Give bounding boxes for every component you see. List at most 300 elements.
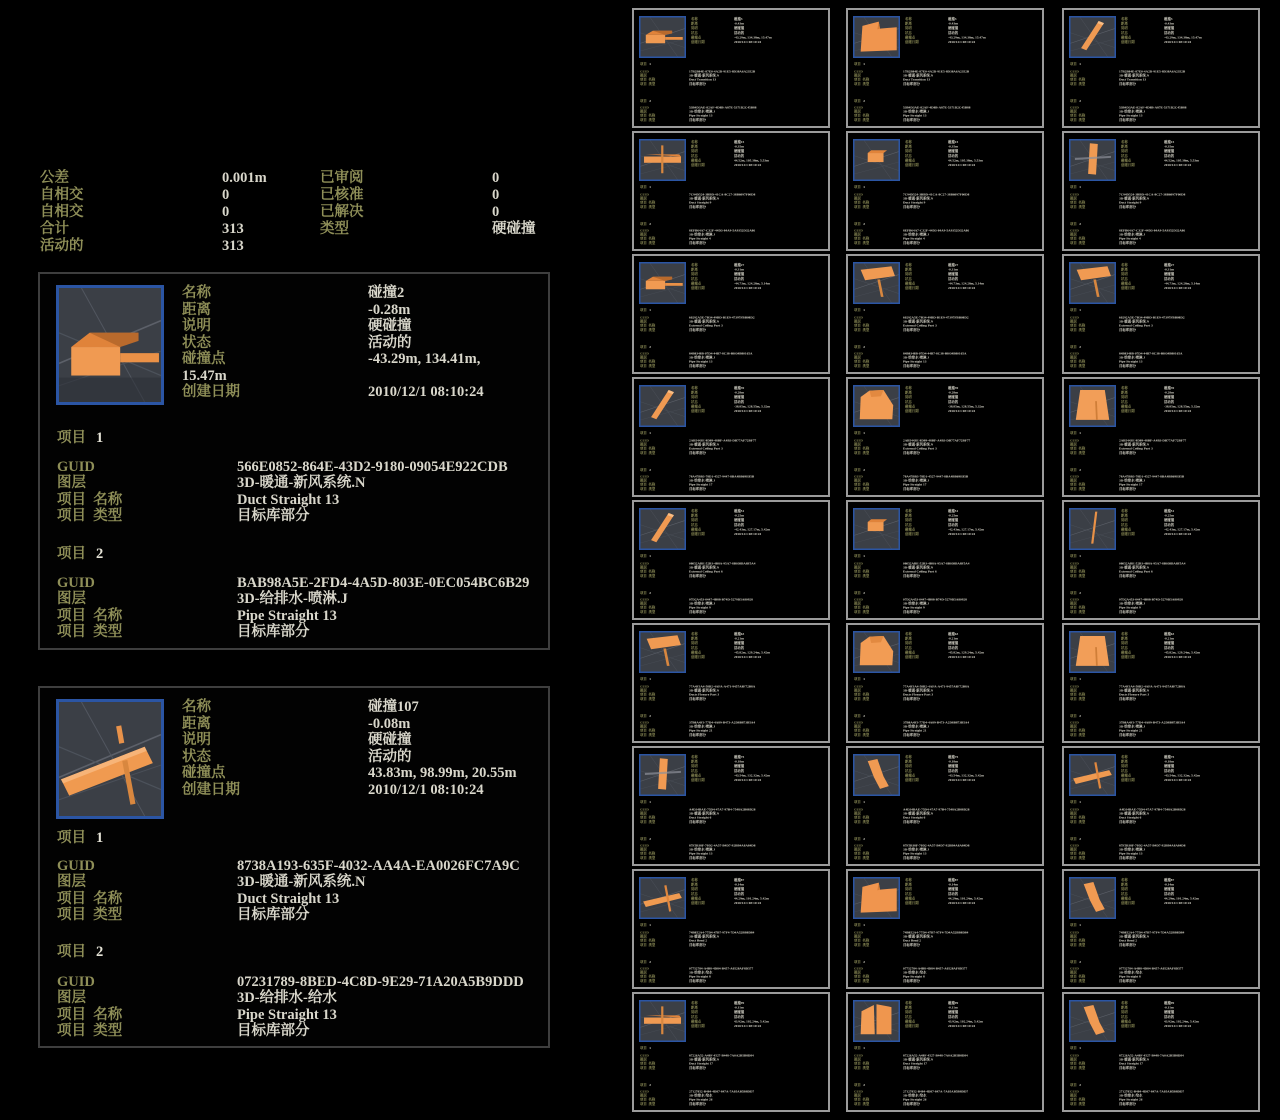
mini-fields xyxy=(905,878,1037,906)
mini-item-2-header: 项目 2 xyxy=(854,99,865,103)
mini-item-2-header: 项目 2 xyxy=(854,222,865,226)
field-row: 名称 碰撞75 xyxy=(691,755,745,759)
field-row: 项目 类型 目标库部分 xyxy=(1070,1102,1136,1106)
field-row: 项目 类型 目标库部分 xyxy=(1070,487,1136,491)
clash-grid xyxy=(632,8,1280,1116)
field-row: 状态 活动的 xyxy=(1121,154,1175,158)
mini-item-1-header: 项目 1 xyxy=(854,800,865,804)
field-row: 距离 -0.14m xyxy=(905,883,958,887)
mini-item-2-header: 项目 2 xyxy=(640,222,651,226)
guid-value: 566E0852-864E-43D2-9180-09054E922CDB xyxy=(237,459,508,475)
clash-mini-thumbnail xyxy=(853,16,900,58)
field-row: 碰撞点 43.92m, 102.24m, 5.42m xyxy=(905,1019,983,1024)
field-row: GUID 74B852A4-77D4-47B7-97F4-7D4A52BB8D84 xyxy=(1070,931,1185,935)
item-name-label: 项目 名称 xyxy=(57,1006,123,1023)
field-row: 项目 类型 目标库部分 xyxy=(1070,364,1136,368)
mini-fields xyxy=(691,878,823,906)
mini-item-2-details xyxy=(640,844,826,860)
field-row: 图层 3D-给排水-喷淋.J xyxy=(1070,848,1145,852)
field-row: 创建日期 2010/12/1 08:10:24 xyxy=(905,409,976,414)
field-row: 距离 -0.18m xyxy=(691,760,744,764)
field-row: 图层 3D-给排水-喷淋.J xyxy=(640,602,715,606)
field-row: 距离 -0.25m xyxy=(691,514,744,518)
clash-description: 硬碰撞 xyxy=(368,732,412,748)
clash-mini-thumbnail xyxy=(853,631,900,673)
field-row: 状态 活动的 xyxy=(691,892,745,896)
field-row: 名称 碰撞3 xyxy=(691,17,743,21)
field-row: 图层 3D-给排水-喷淋.J xyxy=(854,479,929,483)
field-row: 碰撞点 -44.73m, 124.28m, 5.14m xyxy=(905,281,984,286)
field-row: 距离 -0.25m xyxy=(1121,514,1174,518)
mini-item-2-details xyxy=(1070,229,1256,245)
field-row: 项目 名称 External Ceiling Part 3 xyxy=(1070,324,1153,328)
field-row: 碰撞点 44.52m, 105.38m, 5.53m xyxy=(691,158,769,163)
clash-mini-card[interactable] xyxy=(632,992,830,1112)
field-row: 项目 名称 External Ceiling Part 3 xyxy=(640,324,723,328)
clash-mini-card[interactable] xyxy=(1062,992,1260,1112)
field-row: 项目 类型 目标库部分 xyxy=(640,574,706,578)
field-row: 状态 活动的 xyxy=(691,31,745,35)
field-row: 说明 硬碰撞 xyxy=(691,26,745,31)
mini-fields xyxy=(905,509,1037,537)
field-row: 创建日期 2010/12/1 08:10:24 xyxy=(1121,532,1192,537)
field-row: 状态 活动的 xyxy=(905,523,959,527)
summary-value: 313 xyxy=(222,220,244,237)
field-row: 项目 名称 Pipe Straight 21 xyxy=(854,729,927,733)
clash-mini-card[interactable] xyxy=(846,377,1044,497)
mini-item-2-header: 项目 2 xyxy=(1070,591,1081,595)
field-row: 图层 3D-给排水-喷淋.J xyxy=(854,725,929,729)
field-row: 距离 -0.14m xyxy=(1121,883,1174,887)
field-row: 名称 碰撞99 xyxy=(1121,1001,1175,1005)
field-row: 图层 3D-暖通-新风系统.N xyxy=(854,443,934,447)
mini-item-2-header: 项目 2 xyxy=(854,837,865,841)
field-row: 图层 3D-暖通-新风系统.N xyxy=(640,443,720,447)
summary-value: 0 xyxy=(492,186,500,203)
field-row: 距离 -0.43m xyxy=(691,22,744,26)
field-row: 图层 3D-暖通-新风系统.N xyxy=(854,689,934,693)
field-row: 项目 名称 Pipe Straight 17 xyxy=(640,483,713,487)
field-row: 项目 类型 目标库部分 xyxy=(640,241,706,245)
field-row: 碰撞点 -43.54m, 132.32m, 5.42m xyxy=(691,773,770,778)
mini-item-2-header: 项目 2 xyxy=(640,591,651,595)
field-row: 图层 3D-暖通-新风系统.N xyxy=(1070,689,1150,693)
field-row: GUID 7C94D524-3BBD-41CA-8C27-38B6097F00D8 xyxy=(640,193,756,197)
field-row: 项目 类型 目标库部分 xyxy=(640,1066,706,1070)
summary-row xyxy=(40,170,320,187)
mini-fields xyxy=(1121,509,1253,537)
clash-detail-card-2[interactable] xyxy=(38,686,550,1048)
field-row: 项目 类型 目标库部分 xyxy=(854,733,920,737)
mini-item-1-details xyxy=(854,562,1040,578)
mini-item-2-details xyxy=(854,844,1040,860)
field-row: 项目 类型 目标库部分 xyxy=(1070,820,1136,824)
field-row: 图层 3D-暖通-新风系统.N xyxy=(640,689,720,693)
field-row: 距离 -0.11m xyxy=(691,1006,744,1010)
field-row: GUID 37B8A4F3-77D4-4A89-B473-A2D8B873B5A4 xyxy=(640,721,756,725)
summary-value: 0 xyxy=(492,170,500,186)
clash-mini-thumbnail xyxy=(853,1000,900,1042)
field-row: 图层 3D-给排水-给水 xyxy=(854,1094,927,1098)
field-row: 碰撞点 -43.54m, 132.32m, 5.42m xyxy=(905,773,984,778)
item-type-value: 目标库部分 xyxy=(237,507,310,524)
field-row: 名称 碰撞3 xyxy=(905,17,957,21)
field-row: 碰撞点 44.29m, 101.24m, 5.42m xyxy=(691,896,769,901)
field-row: 名称 碰撞15 xyxy=(691,140,745,144)
clash-mini-card[interactable] xyxy=(846,254,1044,374)
mini-item-1-header: 项目 1 xyxy=(1070,1046,1081,1050)
layer-label: 图层 xyxy=(57,475,86,492)
field-row: 名称 碰撞87 xyxy=(905,878,959,882)
field-row: 项目 类型 目标库部分 xyxy=(854,574,920,578)
mini-item-2-header: 项目 2 xyxy=(854,468,865,472)
field-row: 项目 名称 Pipe Straight 4 xyxy=(1070,237,1141,241)
field-label: 距离 xyxy=(182,715,211,732)
mini-item-2-details xyxy=(854,352,1040,368)
mini-item-1-details xyxy=(1070,439,1256,455)
field-row: GUID 37B8A4F3-77D4-4A89-B473-A2D8B873B5A4 xyxy=(854,721,970,725)
field-row: 名称 碰撞99 xyxy=(691,1001,745,1005)
field-row: 状态 活动的 xyxy=(1121,523,1175,527)
field-row: GUID 8EFB64A7-C32F-44D3-84A9-5A9352D32A86 xyxy=(640,229,756,233)
clash-mini-thumbnail xyxy=(853,508,900,550)
field-row: GUID 07752784-A4B8-4D84-B457-A0528AF8D577 xyxy=(854,967,968,971)
field-row: 项目 类型 目标库部分 xyxy=(640,733,706,737)
item-name-value: Pipe Straight 13 xyxy=(237,607,337,624)
field-row: 项目 名称 External Ceiling Part 6 xyxy=(854,570,937,574)
field-label: 状态 xyxy=(182,334,211,351)
field-row: GUID 53B4D3AE-82AF-4D8B-A87E-5371D2C45B88 xyxy=(854,106,971,110)
field-row: GUID 87226A52-A48F-4527-B448-7A0A2B5B8D84 xyxy=(854,1054,968,1058)
field-row: 说明 硬碰撞 xyxy=(691,1010,745,1015)
mini-item-2-header: 项目 2 xyxy=(640,1083,651,1087)
mini-item-1-header: 项目 1 xyxy=(640,62,651,66)
clash-mini-thumbnail xyxy=(1069,262,1116,304)
mini-fields xyxy=(1121,386,1253,414)
item-number: 2 xyxy=(96,944,104,960)
field-row: GUID 77A4F3A4-58B2-4AFA-A471-9457A8F72B8A xyxy=(854,685,970,689)
field-row: 项目 类型 目标库部分 xyxy=(854,328,920,332)
field-row: 项目 名称 External Ceiling Part 3 xyxy=(1070,447,1153,451)
field-row: GUID 84B8348B-07D4-44B7-8C38-88034B80165A xyxy=(1070,352,1183,356)
field-row: 项目 名称 Duct Straight 6 xyxy=(1070,816,1142,820)
item-label: 项目 xyxy=(57,944,86,960)
guid-label: GUID xyxy=(57,459,95,475)
field-row: 创建日期 2010/12/1 08:10:24 xyxy=(1121,901,1192,906)
field-row: 名称 碰撞63 xyxy=(691,632,745,636)
field-row: 说明 硬碰撞 xyxy=(1121,26,1175,31)
field-row: 项目 类型 目标库部分 xyxy=(854,943,920,947)
field-row: 名称 碰撞51 xyxy=(691,509,745,513)
field-row: 碰撞点 -44.73m, 124.28m, 5.14m xyxy=(691,281,770,286)
summary-value: 0.001m xyxy=(222,170,267,186)
field-row: 状态 活动的 xyxy=(905,1015,959,1019)
clash-mini-card[interactable] xyxy=(846,500,1044,620)
clash-mini-card[interactable] xyxy=(846,131,1044,251)
clash-mini-card[interactable] xyxy=(632,254,830,374)
clash-description: 硬碰撞 xyxy=(368,318,412,334)
item-type-value: 目标库部分 xyxy=(237,1022,310,1039)
field-row: 项目 类型 目标库部分 xyxy=(1070,328,1136,332)
summary-right-column xyxy=(320,170,560,238)
clash-mini-thumbnail xyxy=(639,508,686,550)
field-row: 说明 硬碰撞 xyxy=(691,395,745,400)
field-row: 图层 3D-给排水-喷淋.J xyxy=(854,602,929,606)
mini-fields xyxy=(691,509,823,537)
field-row: 项目 类型 目标库部分 xyxy=(1070,979,1136,983)
mini-item-1-header: 项目 1 xyxy=(1070,431,1081,435)
field-row: GUID 37B8A4F3-77D4-4A89-B473-A2D8B873B5A4 xyxy=(1070,721,1186,725)
mini-item-1-details xyxy=(854,193,1040,209)
field-row: 图层 3D-暖通-新风系统.N xyxy=(854,935,934,939)
clash-mini-card[interactable] xyxy=(632,377,830,497)
field-row: 图层 3D-给排水-喷淋.J xyxy=(854,233,929,237)
field-row: 距离 -0.28m xyxy=(1121,391,1174,395)
mini-item-1-header: 项目 1 xyxy=(854,1046,865,1050)
field-row: 状态 活动的 xyxy=(1121,1015,1175,1019)
clash-mini-thumbnail xyxy=(1069,16,1116,58)
clash-mini-card[interactable] xyxy=(1062,623,1260,743)
field-row: GUID 27127852-B484-4D87-847A-7A05AB5B8DD7 xyxy=(640,1090,755,1094)
field-row: 项目 类型 目标库部分 xyxy=(1070,451,1136,455)
clash-mini-card[interactable] xyxy=(632,746,830,866)
mini-fields xyxy=(691,17,823,45)
field-row: 碰撞点 44.52m, 105.38m, 5.53m xyxy=(1121,158,1199,163)
mini-fields xyxy=(1121,878,1253,906)
item-number: 1 xyxy=(96,830,104,846)
field-row: 创建日期 2010/12/1 08:10:24 xyxy=(691,286,762,291)
clash-mini-card[interactable] xyxy=(632,623,830,743)
field-row: 项目 名称 Pipe Straight 13 xyxy=(640,852,713,856)
mini-item-2-header: 项目 2 xyxy=(1070,714,1081,718)
clash-mini-card[interactable] xyxy=(1062,8,1260,128)
clash-name: 碰撞2 xyxy=(368,285,405,301)
mini-item-1-header: 项目 1 xyxy=(1070,923,1081,927)
field-row: 创建日期 2010/12/1 08:10:24 xyxy=(691,532,762,537)
field-row: GUID 07752784-A4B8-4D84-B457-A0528AF8D577 xyxy=(640,967,754,971)
field-row: 项目 类型 目标库部分 xyxy=(1070,610,1136,614)
clash-mini-card[interactable] xyxy=(1062,377,1260,497)
layer-value: 3D-暖通-新风系统.N xyxy=(237,874,366,891)
field-row: 项目 类型 目标库部分 xyxy=(640,820,706,824)
clash-mini-card[interactable] xyxy=(1062,746,1260,866)
clash-mini-card[interactable] xyxy=(846,992,1044,1112)
mini-item-2-header: 项目 2 xyxy=(640,345,651,349)
mini-item-1-details xyxy=(854,808,1040,824)
field-row: 距离 -0.31m xyxy=(691,268,744,272)
mini-item-1-header: 项目 1 xyxy=(854,185,865,189)
field-row: 创建日期 2010/12/1 08:10:24 xyxy=(905,532,976,537)
field-row: 说明 硬碰撞 xyxy=(905,26,959,31)
mini-item-2-details xyxy=(1070,475,1256,491)
mini-item-2-header: 项目 2 xyxy=(854,960,865,964)
mini-item-2-header: 项目 2 xyxy=(640,468,651,472)
field-row: 项目 类型 目标库部分 xyxy=(640,487,706,491)
field-row: 项目 类型 目标库部分 xyxy=(1070,241,1136,245)
mini-fields xyxy=(905,263,1037,291)
field-row: GUID 17B2B84E-87E0-4A2D-91E5-8D38A6A2352B xyxy=(854,70,970,74)
field-row: 图层 3D-暖通-新风系统.N xyxy=(1070,812,1150,816)
field-row: 创建日期 2010/12/1 08:10:24 xyxy=(691,1024,762,1029)
clash-mini-card[interactable] xyxy=(1062,254,1260,374)
clash-mini-thumbnail xyxy=(853,262,900,304)
clash-detail-card-1[interactable] xyxy=(38,272,550,650)
item-2-header xyxy=(57,542,103,563)
layer-label: 图层 xyxy=(57,874,86,891)
item-label: 项目 xyxy=(57,430,86,446)
item-2-header xyxy=(57,940,103,961)
mini-item-2-header: 项目 2 xyxy=(640,837,651,841)
mini-item-2-details xyxy=(854,475,1040,491)
mini-item-1-header: 项目 1 xyxy=(640,923,651,927)
field-row: 状态 活动的 xyxy=(691,1015,745,1019)
item-name-label: 项目 名称 xyxy=(57,607,123,624)
clash-mini-thumbnail xyxy=(639,1000,686,1042)
field-row: 名称 碰撞15 xyxy=(905,140,959,144)
clash-mini-card[interactable] xyxy=(632,500,830,620)
field-row: 碰撞点 -45.82m, 129.24m, 5.42m xyxy=(905,650,984,655)
mini-item-1-header: 项目 1 xyxy=(1070,800,1081,804)
field-row: 项目 名称 Pipe Straight 4 xyxy=(854,237,925,241)
mini-fields xyxy=(905,140,1037,168)
field-row: 创建日期 2010/12/1 08:10:24 xyxy=(1121,655,1192,660)
field-row: 距离 -0.21m xyxy=(905,637,958,641)
clash-mini-card[interactable] xyxy=(1062,869,1260,989)
clash-mini-card[interactable] xyxy=(1062,500,1260,620)
mini-item-1-details xyxy=(640,70,826,86)
field-row: 名称 碰撞27 xyxy=(1121,263,1175,267)
mini-item-1-details xyxy=(854,439,1040,455)
field-row: 项目 类型 目标库部分 xyxy=(640,118,706,122)
item-label: 项目 xyxy=(57,546,86,562)
mini-item-1-details xyxy=(854,316,1040,332)
clash-mini-card[interactable] xyxy=(846,623,1044,743)
field-row: GUID 84B8348B-07D4-44B7-8C38-88034B80165A xyxy=(854,352,967,356)
mini-fields xyxy=(905,386,1037,414)
field-row: 碰撞点 -43.29m, 134.38m, 15.47m xyxy=(691,35,772,40)
field-label: 碰撞点 xyxy=(182,765,226,781)
field-row: 项目 名称 Duct Straight 6 xyxy=(640,816,712,820)
mini-item-2-details xyxy=(640,721,826,737)
field-row: 名称 碰撞87 xyxy=(691,878,745,882)
clash-mini-card[interactable] xyxy=(846,869,1044,989)
field-row: GUID 87F5B38F-70D2-4A57-B4D7-92BB4A8A84D8 xyxy=(854,844,970,848)
field-row: 项目 名称 Pipe Straight 13 xyxy=(640,360,713,364)
clash-mini-card[interactable] xyxy=(1062,131,1260,251)
clash-name: 碰撞107 xyxy=(368,699,419,715)
mini-fields xyxy=(691,263,823,291)
field-row: 项目 名称 External Ceiling Part 3 xyxy=(854,324,937,328)
field-row: 说明 硬碰撞 xyxy=(691,764,745,769)
item-number: 2 xyxy=(96,546,104,562)
summary-row xyxy=(40,187,320,204)
mini-fields xyxy=(1121,263,1253,291)
clash-mini-thumbnail xyxy=(639,631,686,673)
clash-mini-thumbnail xyxy=(639,385,686,427)
clash-mini-card[interactable] xyxy=(632,869,830,989)
field-row: 距离 -0.43m xyxy=(905,22,958,26)
field-row: GUID 2AB5443E-8D89-48BF-A4B3-DB77AF72BF77 xyxy=(1070,439,1187,443)
field-row: 项目 名称 Pipe Straight 8 xyxy=(854,975,925,979)
field-row: GUID 8EFB64A7-C32F-44D3-84A9-5A9352D32A86 xyxy=(854,229,970,233)
clash-mini-card[interactable] xyxy=(846,746,1044,866)
field-row: 状态 活动的 xyxy=(1121,769,1175,773)
field-row: 项目 类型 目标库部分 xyxy=(854,118,920,122)
summary-row xyxy=(320,221,560,238)
field-row: 说明 硬碰撞 xyxy=(1121,518,1175,523)
field-row: 项目 名称 Pipe Straight 9 xyxy=(1070,606,1141,610)
mini-item-2-header: 项目 2 xyxy=(854,1083,865,1087)
field-row: 状态 活动的 xyxy=(691,154,745,158)
guid-value: BAB98A5E-2FD4-4A5D-803E-0EC054BC6B29 xyxy=(237,575,530,591)
field-label: 说明 xyxy=(182,732,211,748)
item-1-header xyxy=(57,826,103,847)
field-row: 说明 硬碰撞 xyxy=(1121,764,1175,769)
mini-item-1-details xyxy=(1070,562,1256,578)
clash-point-wrap: 15.47m xyxy=(182,367,227,384)
field-row: 图层 3D-给排水-喷淋.J xyxy=(1070,479,1145,483)
mini-item-1-details xyxy=(640,562,826,578)
guid-value: 8738A193-635F-4032-AA4A-EA0026FC7A9C xyxy=(237,858,520,874)
clash-mini-card[interactable] xyxy=(846,8,1044,128)
field-row: 项目 名称 External Ceiling Part 6 xyxy=(1070,570,1153,574)
mini-item-2-details xyxy=(1070,967,1256,983)
summary-row xyxy=(320,204,560,221)
field-row: 图层 3D-给排水-给水 xyxy=(854,971,927,975)
field-row: 状态 活动的 xyxy=(691,646,745,650)
clash-thumbnail[interactable] xyxy=(56,285,164,405)
mini-fields xyxy=(1121,755,1253,783)
field-row: 项目 名称 Pipe Straight 8 xyxy=(1070,975,1141,979)
field-row: 图层 3D-给排水-给水 xyxy=(640,971,713,975)
clash-created: 2010/12/1 08:10:24 xyxy=(368,781,484,798)
field-row: GUID 17B2B84E-87E0-4A2D-91E5-8D38A6A2352B xyxy=(640,70,756,74)
field-row: 项目 类型 目标库部分 xyxy=(854,451,920,455)
field-row: 图层 3D-暖通-新风系统.N xyxy=(1070,566,1150,570)
clash-mini-thumbnail xyxy=(853,877,900,919)
field-row: 碰撞点 -38.85m, 128.55m, 5.32m xyxy=(691,404,770,409)
field-row: 状态 活动的 xyxy=(905,892,959,896)
clash-mini-card[interactable] xyxy=(632,8,830,128)
field-row: GUID 08052ABE-52B3-4B8A-95A7-8B038BA8F5A4 xyxy=(854,562,970,566)
mini-item-1-details xyxy=(640,808,826,824)
mini-item-2-details xyxy=(1070,598,1256,614)
field-row: 状态 活动的 xyxy=(905,277,959,281)
field-row: 项目 类型 目标库部分 xyxy=(854,856,920,860)
field-row: 状态 活动的 xyxy=(1121,277,1175,281)
field-row: 项目 类型 目标库部分 xyxy=(640,82,706,86)
mini-item-1-header: 项目 1 xyxy=(640,308,651,312)
mini-item-2-details xyxy=(640,967,826,983)
field-row: GUID 74B852A4-77D4-47B7-97F4-7D4A52BB8D84 xyxy=(854,931,969,935)
clash-point: -43.29m, 134.41m, xyxy=(368,351,481,367)
field-row: 图层 3D-暖通-新风系统.N xyxy=(640,812,720,816)
field-row: 距离 -0.43m xyxy=(1121,22,1174,26)
field-row: 距离 -0.18m xyxy=(905,760,958,764)
clash-mini-card[interactable] xyxy=(632,131,830,251)
field-row: 项目 名称 Pipe Straight 26 xyxy=(1070,1098,1143,1102)
field-row: 项目 类型 目标库部分 xyxy=(640,979,706,983)
item-name-value: Pipe Straight 13 xyxy=(237,1006,337,1023)
field-row: 项目 名称 Duct Straight 9 xyxy=(1070,201,1142,205)
field-row: 图层 3D-暖通-新风系统.N xyxy=(854,1058,934,1062)
field-row: 图层 3D-暖通-新风系统.N xyxy=(640,320,720,324)
mini-item-2-header: 项目 2 xyxy=(1070,960,1081,964)
mini-item-2-details xyxy=(854,721,1040,737)
mini-item-2-header: 项目 2 xyxy=(1070,1083,1081,1087)
clash-thumbnail[interactable] xyxy=(56,699,164,819)
field-row: 项目 名称 Duct Straight 17 xyxy=(640,1062,713,1066)
